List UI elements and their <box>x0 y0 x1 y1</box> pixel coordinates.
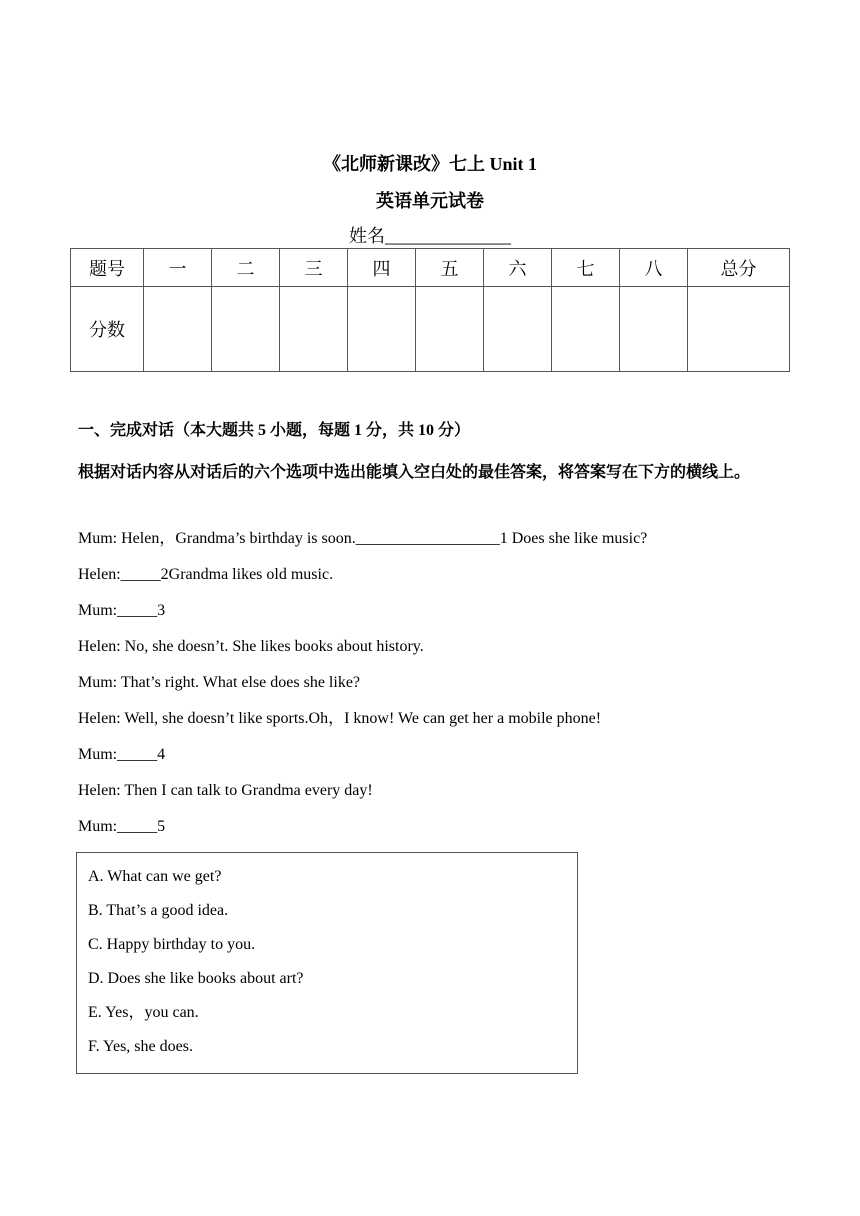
score-cell-5 <box>416 287 484 372</box>
header-cell-5: 五 <box>416 249 484 287</box>
dialogue-line: Mum:_____5 <box>78 818 166 835</box>
header-cell-8: 八 <box>620 249 688 287</box>
option-a: A. What can we get? <box>88 868 222 885</box>
name-field-label: 姓名______________ <box>349 226 511 246</box>
score-cell-7 <box>552 287 620 372</box>
option-d: D. Does she like books about art? <box>88 970 304 987</box>
answer-options-box <box>76 852 578 1074</box>
option-f: F. Yes, she does. <box>88 1038 193 1055</box>
option-b: B. That’s a good idea. <box>88 902 229 919</box>
score-table-score-row <box>71 287 790 372</box>
option-e: E. Yes，you can. <box>88 1004 199 1021</box>
dialogue-line: Helen: Then I can talk to Grandma every day! <box>78 782 373 799</box>
section-1-instruction: 根据对话内容从对话后的六个选项中选出能填入空白处的最佳答案，将答案写在下方的横线上。 <box>78 464 751 481</box>
dialogue-line: Mum:_____4 <box>78 746 166 763</box>
header-cell-6: 六 <box>484 249 552 287</box>
score-cell-6 <box>484 287 552 372</box>
header-cell-1: 一 <box>144 249 212 287</box>
score-table <box>70 248 790 372</box>
exam-subtitle: 英语单元试卷 <box>376 191 484 211</box>
header-cell-2: 二 <box>212 249 280 287</box>
score-cell-total <box>688 287 790 372</box>
header-cell-4: 四 <box>348 249 416 287</box>
dialogue-line: Helen: Well, she doesn’t like sports.Oh，I know! We can get her a mobile phone! <box>78 710 602 727</box>
section-1-title: 一、完成对话（本大题共 5 小题，每题 1 分，共 10 分） <box>78 422 471 439</box>
dialogue-line: Mum: That’s right. What else does she like? <box>78 674 361 691</box>
score-cell-1 <box>144 287 212 372</box>
dialogue-line: Mum:_____3 <box>78 602 166 619</box>
score-cell-3 <box>280 287 348 372</box>
dialogue-line: Mum: Helen，Grandma’s birthday is soon.__________________1 Does she like music? <box>78 530 648 547</box>
dialogue-line: Helen: No, she doesn’t. She likes books about history. <box>78 638 424 655</box>
option-c: C. Happy birthday to you. <box>88 936 256 953</box>
score-cell-8 <box>620 287 688 372</box>
score-row-label: 分数 <box>71 287 144 372</box>
header-cell-question-number: 题号 <box>71 249 144 287</box>
score-cell-4 <box>348 287 416 372</box>
score-table-header-row <box>71 249 790 287</box>
exam-title: 《北师新课改》七上 Unit 1 <box>322 154 537 174</box>
dialogue-line: Helen:_____2Grandma likes old music. <box>78 566 334 583</box>
header-cell-3: 三 <box>280 249 348 287</box>
header-cell-7: 七 <box>552 249 620 287</box>
score-cell-2 <box>212 287 280 372</box>
header-cell-total: 总分 <box>688 249 790 287</box>
